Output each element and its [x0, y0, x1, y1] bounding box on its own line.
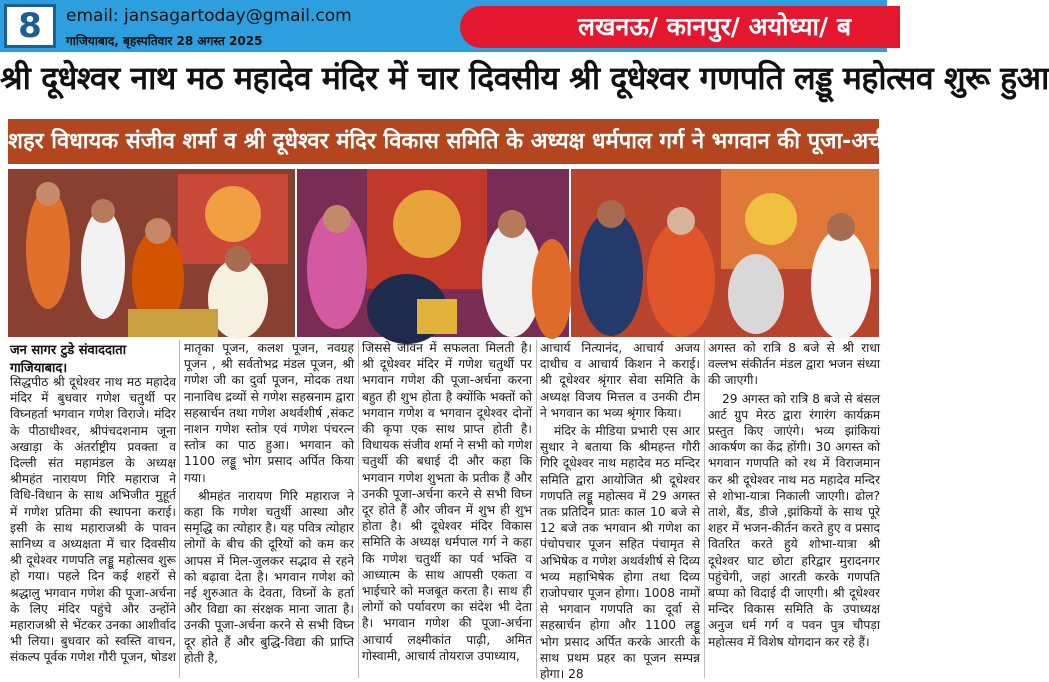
article-subheadline: शहर विधायक संजीव शर्मा व श्री दूधेश्वर मंदिर विकास समिति के अध्यक्ष धर्मपाल गर्ग ने भगवान की पूजा-अर्चना की [8, 119, 879, 164]
page-number: 8 [4, 4, 56, 48]
photo-scene-right [571, 169, 879, 337]
column-4-paragraph-1: आचार्य नित्यानंद, आचार्य अजय दाधीच व आचार्य किशन ने कराई। श्री दूधेश्वर श्रृंगार सेवा समिति के अध्यक्ष विजय मित्तल व उनकी टीम ने भगवान का भव्य श्रृंगार किया। [540, 341, 700, 420]
edition-cities: लखनऊ/ कानपुर/ अयोध्या/ ब [460, 6, 900, 48]
photo-scene-center [297, 169, 569, 337]
masthead-bar [0, 0, 887, 52]
dateline: गाजियाबाद, बृहस्पतिवार 28 अगस्त 2025 [66, 34, 263, 48]
column-divider [179, 340, 180, 678]
photo-puja-right [571, 169, 879, 337]
article-headline: श्री दूधेश्वर नाथ मठ महादेव मंदिर में चार दिवसीय श्री दूधेश्वर गणपति लड्डू महोत्सव शुरू हुआ [0, 59, 1049, 97]
column-divider [536, 340, 537, 678]
column-2-paragraph-2: श्रीमहंत नारायण गिरि महाराज ने कहा कि गणेश चतुर्थी आस्था और समृद्धि का त्योहार है। यह पवित्र त्योहार लोगों के बीच की दूरियों को कम कर आपस में मिल-जुलकर सद्भाव से रहने को बढ़ावा देता है। भगवान गणेश को नई शुरुआत के देवता, विघ्नों के हर्ता और विद्या का संरक्षक माना जाता है। उनकी पूजा-अर्चना करने से सभी विघ्न दूर होते हैं और बुद्धि-विद्या की प्राप्ति होती है, [184, 488, 354, 665]
photo-puja-center [297, 169, 569, 337]
byline-location: गाजियाबाद। [10, 361, 68, 376]
column-2-paragraph-1: मातृका पूजन, कलश पूजन, नवग्रह पूजन , श्री सर्वतोभद्र मंडल पूजन, श्री गणेश जी का दुर्वा पूजन, मोदक तथा नानाविध द्रव्यों से गणेश सहस्रनाम द्वारा सहस्रार्चन तथा गणेश अथर्वशीर्ष ,संकट नाशन गणेश स्तोत्र एवं गणेश पंचरत्न स्तोत्र का पाठ हुआ। भगवान को 1100 लड्डू भोग प्रसाद अर्पित किया गया। [184, 341, 354, 485]
photo-scene-left [8, 169, 295, 337]
column-4-paragraph-2: मंदिर के मीडिया प्रभारी एस आर सुथार ने बताया कि श्रीमहन्त गौरी गिरि दूधेश्वर नाथ महादेव मठ मन्दिर समिति द्वारा आयोजित श्री दूधेश्वर गणपति लड्डू महोत्सव में 29 अगस्त तक प्रतिदिन प्रातः काल 10 बजे से 12 बजे तक भगवान श्री गणेश का पंचोपचार पूजन सहित पंचामृत से अभिषेक व गणेश अथर्वशीर्ष से दिव्य भव्य महाभिषेक होगा तथा दिव्य राजोपचार पूजन होगा। 1008 नामों से भगवान गणपति का दूर्वा से सहस्रार्चन होगा और 1100 लड्डू भोग प्रसाद अर्पित करके आरती के साथ प्रथम प्रहर का पूजन सम्पन्न होगा। 28 [540, 424, 700, 682]
photo-puja-left [8, 169, 295, 337]
byline-reporter: जन सागर टुडे संवाददाता [10, 343, 127, 358]
column-3-paragraph-1: जिससे जीवन में सफलता मिलती है। श्री दूधेश्वर मंदिर में गणेश चतुर्थी पर भगवान गणेश की पूजा-अर्चना करना बहुत ही शुभ होता है क्योंकि भक्तों को भगवान गणेश व भगवान दूधेश्वर दोनों की कृपा एक साथ प्राप्त होती है। विधायक संजीव शर्मा ने सभी को गणेश चतुर्थी की बधाई दी और कहा कि भगवान गणेश शुभता के प्रतीक हैं और उनकी पूजा-अर्चना करने से सभी विघ्न दूर होते हैं और जीवन में शुभ ही शुभ होता है। श्री दूधेश्वर मंदिर विकास समिति के अध्यक्ष धर्मपाल गर्ग ने कहा कि गणेश चतुर्थी का पर्व भक्ति व आध्यात्म के साथ आपसी एकता व भाईचारे को मजबूत करता है। साथ ही लोगों को पर्यावरण का संदेश भी देता है। भगवान गणेश की पूजा-अर्चना आचार्य लक्ष्मीकांत पाढ़ी, अमित गोस्वामी, आचार्य तोयराज उपाध्याय, [362, 341, 532, 663]
article-column-5 [708, 340, 880, 680]
article-column-3 [362, 340, 532, 680]
column-5-paragraph-2: 29 अगस्त को रात्रि 8 बजे से बंसल आर्ट ग्रुप मेरठ द्वारा रंगारंग कार्यक्रम प्रस्तुत किए जाएंगे। भव्य झांकियां आकर्षण का केंद्र होंगी। 30 अगस्त को भगवान गणपति को रथ में विराजमान कर श्री दूधेश्वर नाथ मठ महादेव मन्दिर से शोभा-यात्रा निकाली जाएगी। ढोल? ताशे, बैंड, डीजे ,झांकियों के साथ पूरे शहर में भजन-कीर्तन करते हुए व प्रसाद वितरित करते हुये शोभा-यात्रा श्री दूधेश्वर घाट छोटा हरिद्वार मुरादनगर पहुंचेगी, जहां आरती करके गणपति बप्पा को विदाई दी जाएगी। श्री दूधेश्वर मन्दिर विकास समिति के उपाध्यक्ष अनुज धर्म गर्ग व पवन पुत्र चौपड़ा महोत्सव में विशेष योगदान कर रहे हैं। [708, 391, 880, 649]
column-divider [358, 340, 359, 678]
column-5-paragraph-1: अगस्त को रात्रि 8 बजे से श्री राधा वल्लभ संकीर्तन मंडल द्वारा भजन संध्या की जाएगी। [708, 341, 880, 388]
article-column-4 [540, 340, 700, 680]
article-column-2 [184, 340, 354, 680]
contact-email: email: jansagartoday@gmail.com [66, 6, 352, 26]
column-1-paragraph-1: सिद्धपीठ श्री दूधेश्वर नाथ मठ महादेव मंदिर में बुधवार गणेश चतुर्थी पर विघ्नहर्ता भगवान गणेश विराजे। मंदिर के पीठाधीश्वर, श्रीपंचदशनाम जूना अखाड़ा के अंतर्राष्ट्रीय प्रवक्ता व दिल्ली संत महामंडल के अध्यक्ष श्रीमहंत नारायण गिरि महाराज ने विधि-विधान के साथ अभिजीत मुहूर्त में गणेश प्रतिमा की स्थापना कराई। इसी के साथ महाराजश्री के पावन सानिध्य व अध्यक्षता में चार दिवसीय श्री दूधेश्वर गणपति लड्डू महोत्सव शुरू हो गया। पहले दिन कई शहरों से श्रद्धालु भगवान गणेश की पूजा-अर्चना के लिए मंदिर पहुंचे और उन्होंने महाराजश्री से भेंटकर उनका आशीर्वाद भी लिया। बुधवार को स्वस्ति वाचन, संकल्प पूर्वक गणेश गौरी पूजन, षोडश [10, 375, 176, 665]
column-divider [704, 340, 705, 678]
article-column-1 [10, 374, 176, 680]
byline [10, 340, 180, 376]
